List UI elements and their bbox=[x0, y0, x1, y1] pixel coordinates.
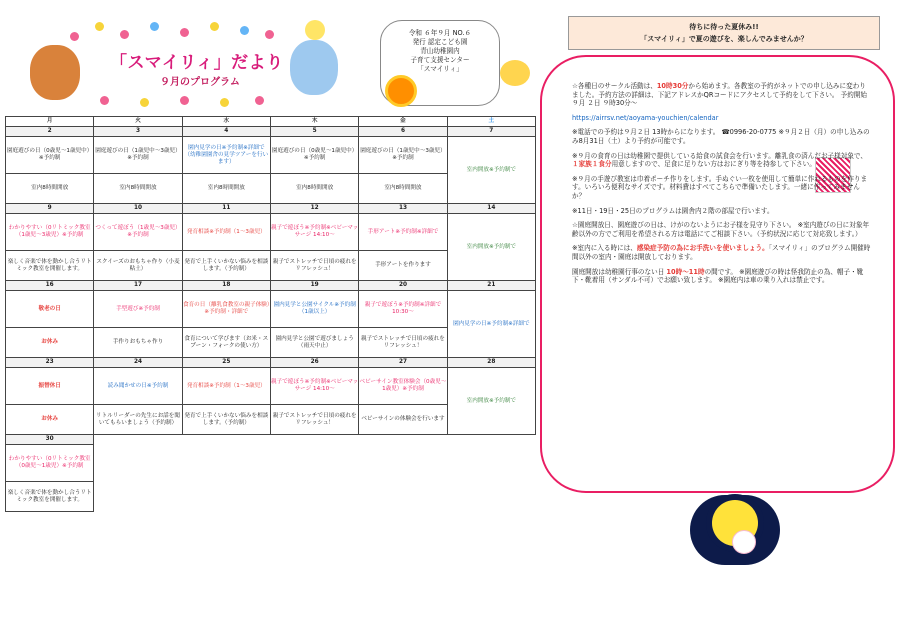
day-event: 親子で遊ぼう※予約制※詳細で 10:30〜 bbox=[359, 291, 447, 328]
bird-icon bbox=[240, 26, 249, 35]
flower-icon bbox=[265, 30, 274, 39]
day-note: 発育で上手くいかない悩みを相談します。（予約制） bbox=[182, 405, 270, 435]
reservation-link[interactable]: https://airrsv.net/aoyama-youchien/calendar bbox=[572, 113, 719, 122]
banner-line: 待ちに待った夏休み!! bbox=[689, 23, 759, 31]
weekday-header: 火 bbox=[94, 117, 182, 127]
day-number: 17 bbox=[94, 281, 182, 291]
sunflower-illustration bbox=[385, 75, 417, 107]
flower-icon bbox=[95, 22, 104, 31]
weekday-header: 月 bbox=[6, 117, 94, 127]
issue-line: 発行 認定こども園 bbox=[412, 38, 468, 46]
day-event: 食育の日（離乳食教室の親子体験）※予約制・詳細で bbox=[182, 291, 270, 328]
day-event: 室内開放※予約制で bbox=[447, 214, 535, 281]
day-number: 24 bbox=[94, 358, 182, 368]
day-event: 園内見学と公園サイクル※予約制（1歳以上） bbox=[270, 291, 358, 328]
day-event: 園庭遊びの日（0歳児〜1歳児中）※予約制 bbox=[270, 137, 358, 174]
program-calendar bbox=[5, 116, 536, 512]
day-note: 園内見学と公園で遊びましょう（雨天中止） bbox=[270, 328, 358, 358]
notice-item: ☆園庭開放日、園庭遊びの日は、けがのないようにお子様を見守り下さい。 ※室内遊びの日に対象年齢以外の方でご利用を希望される方は電話にてご相談下さい。（予約状況に応じて対応致します。） bbox=[572, 221, 870, 238]
day-event: 園庭遊びの日（1歳児中〜3歳児）※予約制 bbox=[94, 137, 182, 174]
day-number: 10 bbox=[94, 204, 182, 214]
issue-line: 子育て支援センター bbox=[410, 56, 470, 64]
day-number: 13 bbox=[359, 204, 447, 214]
day-number: 11 bbox=[182, 204, 270, 214]
day-note: 親子でストレッチで日頃の疲れをリフレッシュ！ bbox=[270, 251, 358, 281]
day-event: 親子で遊ぼう※予約制※ベビーマッサージ 14:10〜 bbox=[270, 368, 358, 405]
day-number: 14 bbox=[447, 204, 535, 214]
day-number: 20 bbox=[359, 281, 447, 291]
day-number: 30 bbox=[6, 435, 94, 445]
day-note: 手形アートを作ります bbox=[359, 251, 447, 281]
day-number: 21 bbox=[447, 281, 535, 291]
day-note: 室内8時間開放 bbox=[6, 174, 94, 204]
day-event: 発育相談※予約制（1〜3歳児） bbox=[182, 368, 270, 405]
flower-icon bbox=[255, 96, 264, 105]
day-event: 読み聞かせの日※予約制 bbox=[94, 368, 182, 405]
day-number: 27 bbox=[359, 358, 447, 368]
day-number: 9 bbox=[6, 204, 94, 214]
day-number: 4 bbox=[182, 127, 270, 137]
day-event: 発育相談※予約制（1〜3歳児） bbox=[182, 214, 270, 251]
issue-line: 令和 ６年９月 NO.６ bbox=[408, 29, 472, 37]
summer-banner bbox=[568, 16, 880, 50]
chick-illustration bbox=[305, 20, 325, 40]
day-number: 7 bbox=[447, 127, 535, 137]
weekday-header: 水 bbox=[182, 117, 270, 127]
day-event: 室内開放※予約制で bbox=[447, 368, 535, 435]
holiday-label: 敬老の日 bbox=[6, 291, 94, 328]
notice-item: ☆各種日のサークル活動は、10時30分から始めます。各教室の予約がネットでの申し込みに変わりました。予約方法の詳細は、下記アドレスかQRコードにアクセスして予約をして下さい。 予約開始 ９月 ２日 ９時30分〜 bbox=[572, 82, 868, 108]
flower-icon bbox=[70, 32, 79, 41]
day-note: スクイーズのおもちゃ作り（小麦粘土） bbox=[94, 251, 182, 281]
day-note: 室内8時間開放 bbox=[94, 174, 182, 204]
day-event: 手型遊び※予約制 bbox=[94, 291, 182, 328]
day-note: ベビーサインの体験会を行います bbox=[359, 405, 447, 435]
day-note: 親子でストレッチで日頃の疲れをリフレッシュ！ bbox=[270, 405, 358, 435]
day-number: 25 bbox=[182, 358, 270, 368]
day-note: 手作りおもちゃ作り bbox=[94, 328, 182, 358]
closed-label: お休み bbox=[6, 328, 94, 358]
notice-item: ※電話での予約は９月２日 13時からになります。 ☎0996-20-0775 ※９月２日（月）の申し込みのみ8月31日（土）より予約が可能です。 bbox=[572, 128, 870, 145]
newsletter-title: 「スマイリィ」だより bbox=[110, 53, 284, 73]
closed-label: お休み bbox=[6, 405, 94, 435]
day-number: 18 bbox=[182, 281, 270, 291]
issue-line: 「スマイリィ」 bbox=[417, 65, 463, 73]
day-note: 室内8時間開放 bbox=[182, 174, 270, 204]
flower-icon bbox=[140, 98, 149, 107]
day-event: 手形アート※予約制※詳細で bbox=[359, 214, 447, 251]
notice-list bbox=[572, 82, 872, 291]
day-note: 室内8時間開放 bbox=[270, 174, 358, 204]
bee-illustration bbox=[500, 60, 530, 86]
flower-icon bbox=[180, 28, 189, 37]
day-event: ベビーサイン教室体験会（0歳児〜1歳児）※予約制 bbox=[359, 368, 447, 405]
flower-icon bbox=[180, 96, 189, 105]
bird-icon bbox=[150, 22, 159, 31]
day-note: 楽しく音楽で体を動かし合うリトミック教室を開催します。 bbox=[6, 482, 94, 512]
day-number: 5 bbox=[270, 127, 358, 137]
banner-line: 「スマイリィ」で夏の遊びを、楽しんでみませんか？ bbox=[640, 35, 808, 43]
day-number: 6 bbox=[359, 127, 447, 137]
issue-line: 青山幼稚園内 bbox=[420, 47, 460, 55]
day-number: 2 bbox=[6, 127, 94, 137]
flower-icon bbox=[120, 30, 129, 39]
flower-icon bbox=[100, 96, 109, 105]
day-event: つくって遊ぼう（1歳児〜3歳児）※予約制 bbox=[94, 214, 182, 251]
day-number: 16 bbox=[6, 281, 94, 291]
day-note: 食育について学びます（お米・スプーン・フォークの使い方） bbox=[182, 328, 270, 358]
day-event: 園庭遊びの日（0歳児〜1歳児中）※予約制 bbox=[6, 137, 94, 174]
weekday-header: 土 bbox=[447, 117, 535, 127]
day-event: 園内見学の日※予約制※詳細で bbox=[447, 291, 535, 358]
notice-item: ※室内に入る時には、感染症予防の為にお手洗いを使いましょう。「スマイリィ」のプログラム開催時間以外の室内・園庭は開放しております。 bbox=[572, 244, 871, 261]
notice-item: ※11日・19日・25日のプログラムは園舎内２階の部屋で行います。 bbox=[572, 206, 774, 215]
day-note: リトルリーダーの先生にお話を聞いてもらいましょう（予約制） bbox=[94, 405, 182, 435]
day-note: 発育で上手くいかない悩みを相談します。（予約制） bbox=[182, 251, 270, 281]
day-number: 26 bbox=[270, 358, 358, 368]
day-number: 3 bbox=[94, 127, 182, 137]
day-number: 23 bbox=[6, 358, 94, 368]
day-note: 室内開放※予約制で bbox=[447, 137, 535, 204]
notice-item: 園庭開放は幼稚園行事のない日 10時〜11時の間です。 ※園庭遊びの時は怪我防止の為、帽子・靴下・靴着用（サンダル不可）でお願い致します。 ※園庭内は車の乗り入れは禁止です。 bbox=[572, 267, 864, 285]
flower-icon bbox=[210, 22, 219, 31]
weekday-header: 木 bbox=[270, 117, 358, 127]
day-event: 園内見学の日※予約制※詳細で（幼稚園園舎の見学ツアーを行います） bbox=[182, 137, 270, 174]
day-number: 19 bbox=[270, 281, 358, 291]
day-note: 親子でストレッチで日頃の疲れをリフレッシュ！ bbox=[359, 328, 447, 358]
holiday-label: 振替休日 bbox=[6, 368, 94, 405]
squirrel-illustration bbox=[30, 45, 80, 100]
weekday-header: 金 bbox=[359, 117, 447, 127]
day-event: わかりやすい（0リトミック教室（1歳児〜3歳児）※予約制 bbox=[6, 214, 94, 251]
day-number: 12 bbox=[270, 204, 358, 214]
day-number: 28 bbox=[447, 358, 535, 368]
day-event: わかりやすい（0リトミック教室（0歳児〜1歳児）※予約制 bbox=[6, 445, 94, 482]
day-event: 園庭遊びの日（1歳児中〜3歳児）※予約制 bbox=[359, 137, 447, 174]
newsletter-subtitle: ９月のプログラム bbox=[160, 77, 240, 88]
day-event: 親子で遊ぼう※予約制※ベビーマッサージ 14:10〜 bbox=[270, 214, 358, 251]
notice-item: ※９月の食育の日は幼稚園で提供している給食の試食会を行います。離乳食の済んだお子様対象で、１家族１食分用意しますので、足食に足りない方はおにぎり等を持参して下さい。 bbox=[572, 151, 867, 169]
rabbit-illustration bbox=[732, 530, 756, 554]
day-note: 楽しく音楽で体を動かし合うリトミック教室を開催します。 bbox=[6, 251, 94, 281]
notice-item: ※９月の手遊び教室は巾着ポーチ作りをします。手ぬぐい一枚を使用して簡単に作れるものを作ります。いろいろ便利なサイズです。材料費はすべてこちらで準備いたします。一緒に作ってみませんか？ bbox=[572, 174, 868, 200]
flower-icon bbox=[220, 98, 229, 107]
elephant-illustration bbox=[290, 40, 338, 95]
day-note: 室内8時間開放 bbox=[359, 174, 447, 204]
